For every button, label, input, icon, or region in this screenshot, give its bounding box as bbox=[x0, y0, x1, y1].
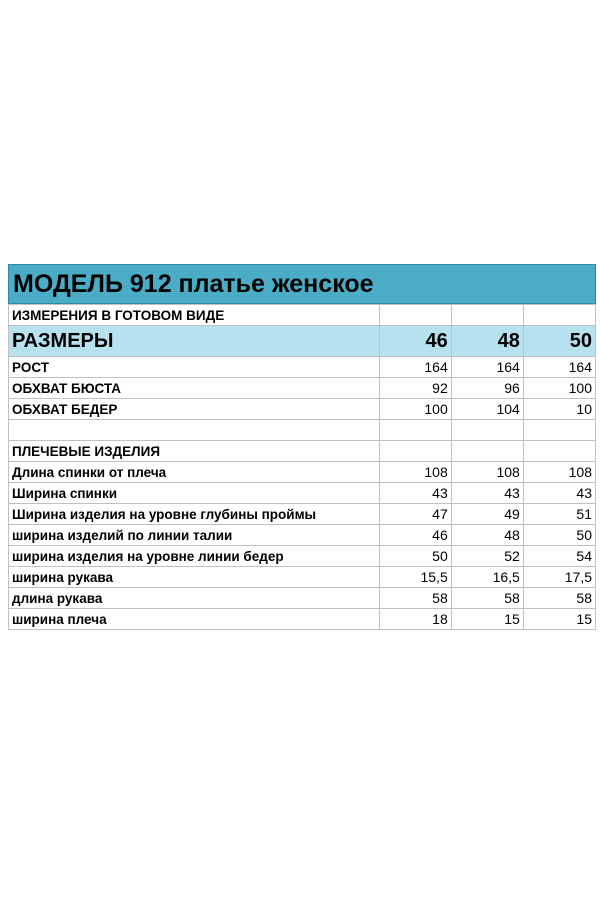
row-value: 50 bbox=[379, 546, 451, 567]
table-row bbox=[9, 462, 596, 483]
size-46: 46 bbox=[379, 326, 451, 357]
row-value: 108 bbox=[523, 462, 595, 483]
row-value: 15 bbox=[451, 609, 523, 630]
row-label: Ширина спинки bbox=[9, 483, 380, 504]
row-value: 164 bbox=[523, 357, 595, 378]
row-label: ширина плеча bbox=[9, 609, 380, 630]
row-label: РОСТ bbox=[9, 357, 380, 378]
row-value: 164 bbox=[451, 357, 523, 378]
subtitle-cell: ИЗМЕРЕНИЯ В ГОТОВОМ ВИДЕ bbox=[9, 305, 380, 326]
sizes-label: РАЗМЕРЫ bbox=[9, 326, 380, 357]
blank-row bbox=[9, 420, 596, 441]
size-50: 50 bbox=[523, 326, 595, 357]
table-row bbox=[9, 483, 596, 504]
row-label: Ширина изделия на уровне глубины проймы bbox=[9, 504, 380, 525]
row-label: ширина рукава bbox=[9, 567, 380, 588]
row-value: 164 bbox=[379, 357, 451, 378]
empty-cell bbox=[9, 420, 380, 441]
row-value: 43 bbox=[523, 483, 595, 504]
row-value: 92 bbox=[379, 378, 451, 399]
row-value: 108 bbox=[451, 462, 523, 483]
table-row bbox=[9, 567, 596, 588]
table-row bbox=[9, 609, 596, 630]
row-value: 58 bbox=[379, 588, 451, 609]
section-row bbox=[9, 441, 596, 462]
empty-cell bbox=[379, 420, 451, 441]
title-bar bbox=[8, 264, 596, 304]
size-48: 48 bbox=[451, 326, 523, 357]
row-value: 15,5 bbox=[379, 567, 451, 588]
table-row bbox=[9, 378, 596, 399]
table-row bbox=[9, 504, 596, 525]
row-value: 18 bbox=[379, 609, 451, 630]
table-row bbox=[9, 399, 596, 420]
row-value: 43 bbox=[451, 483, 523, 504]
row-label: ширина изделия на уровне линии бедер bbox=[9, 546, 380, 567]
row-label: ОБХВАТ БЕДЕР bbox=[9, 399, 380, 420]
row-value: 108 bbox=[379, 462, 451, 483]
row-value: 47 bbox=[379, 504, 451, 525]
empty-cell bbox=[451, 305, 523, 326]
table-row bbox=[9, 546, 596, 567]
empty-cell bbox=[379, 441, 451, 462]
measurements-table bbox=[8, 304, 596, 630]
row-value: 46 bbox=[379, 525, 451, 546]
table-row bbox=[9, 357, 596, 378]
row-value: 16,5 bbox=[451, 567, 523, 588]
row-value: 51 bbox=[523, 504, 595, 525]
empty-cell bbox=[523, 441, 595, 462]
row-value: 52 bbox=[451, 546, 523, 567]
row-value: 96 bbox=[451, 378, 523, 399]
row-value: 100 bbox=[523, 378, 595, 399]
row-value: 104 bbox=[451, 399, 523, 420]
row-value: 17,5 bbox=[523, 567, 595, 588]
section-label: ПЛЕЧЕВЫЕ ИЗДЕЛИЯ bbox=[9, 441, 380, 462]
row-label: Длина спинки от плеча bbox=[9, 462, 380, 483]
row-label: ОБХВАТ БЮСТА bbox=[9, 378, 380, 399]
row-value: 49 bbox=[451, 504, 523, 525]
empty-cell bbox=[523, 305, 595, 326]
sizes-header-row bbox=[9, 326, 596, 357]
row-value: 10 bbox=[523, 399, 595, 420]
table-row bbox=[9, 525, 596, 546]
table-row bbox=[9, 588, 596, 609]
row-value: 50 bbox=[523, 525, 595, 546]
row-value: 54 bbox=[523, 546, 595, 567]
row-label: ширина изделий по линии талии bbox=[9, 525, 380, 546]
row-value: 48 bbox=[451, 525, 523, 546]
row-value: 100 bbox=[379, 399, 451, 420]
empty-cell bbox=[451, 420, 523, 441]
row-value: 58 bbox=[523, 588, 595, 609]
row-label: длина рукава bbox=[9, 588, 380, 609]
empty-cell bbox=[379, 305, 451, 326]
empty-cell bbox=[451, 441, 523, 462]
row-value: 58 bbox=[451, 588, 523, 609]
subtitle-row bbox=[9, 305, 596, 326]
empty-cell bbox=[523, 420, 595, 441]
model-title: МОДЕЛЬ 912 платье женское bbox=[13, 269, 374, 298]
row-value: 15 bbox=[523, 609, 595, 630]
size-chart bbox=[8, 264, 596, 630]
row-value: 43 bbox=[379, 483, 451, 504]
